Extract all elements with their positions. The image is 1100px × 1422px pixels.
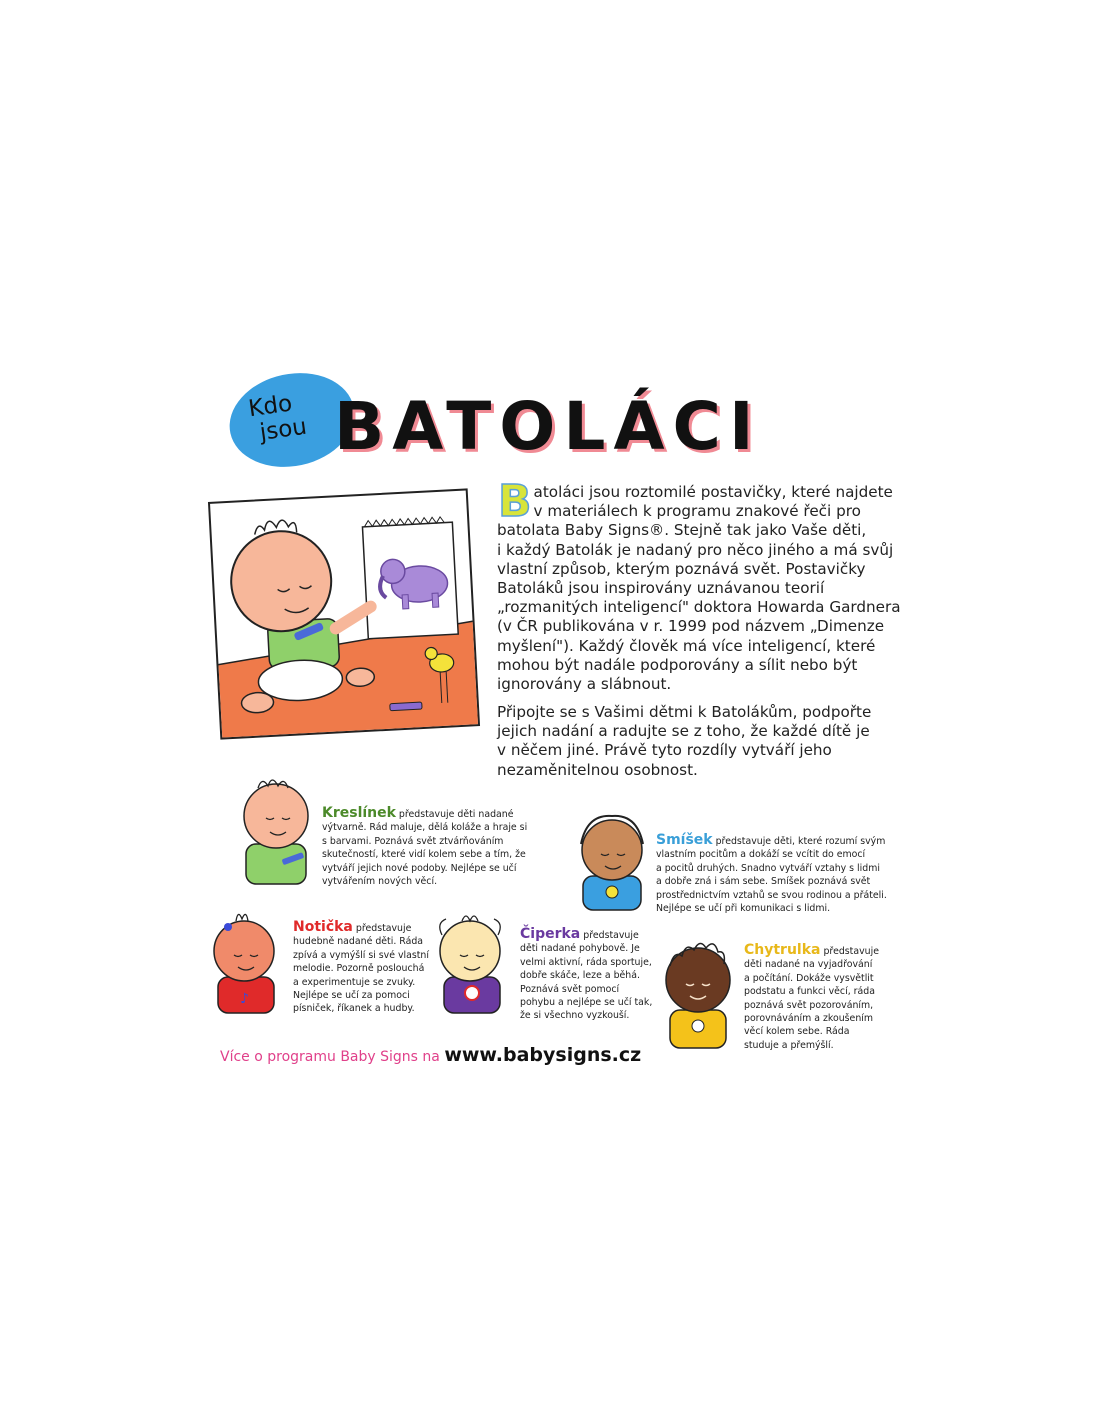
intro-line: v materiálech k programu znakové řeči pro bbox=[533, 502, 861, 521]
intro-line: myšlení"). Každý člověk má více inteligencí, které bbox=[497, 636, 876, 655]
chytrulka-line: porovnáváním a zkoušením bbox=[744, 1013, 874, 1025]
ciperka-line: děti nadané pohybově. Je bbox=[520, 943, 640, 955]
page-title: BATOLÁCI bbox=[334, 388, 762, 465]
noticka-intro: představuje bbox=[352, 923, 412, 934]
smisek-line: vlastním pocitům a dokáží se vcítit do emocí bbox=[656, 849, 866, 861]
smisek-intro: představuje děti, které rozumí svým bbox=[712, 836, 886, 847]
ciperka-first-line bbox=[520, 928, 650, 942]
kreslinek-first-line bbox=[322, 807, 522, 821]
smisek-name: Smíšek bbox=[656, 832, 713, 848]
chytrulka-first-line bbox=[744, 942, 879, 958]
kreslinek-intro: představuje děti nadané bbox=[395, 809, 514, 820]
title-prefix-line2: jsou bbox=[258, 413, 309, 446]
kreslinek-name: Kreslínek bbox=[322, 805, 396, 821]
intro-line: mohou být nadále podporovány a sílit nebo být bbox=[497, 655, 858, 674]
ciperka-illustration bbox=[422, 905, 520, 1017]
kreslinek-line: vytváří jejich nové podoby. Nejlépe se učí bbox=[322, 862, 517, 874]
chytrulka-intro: představuje bbox=[820, 946, 879, 957]
noticka-description bbox=[293, 921, 433, 1016]
ciperka-line: Poznává svět pomocí bbox=[520, 983, 620, 995]
chytrulka-line: poznává svět pozorováním, bbox=[744, 999, 874, 1011]
main-illustration bbox=[207, 488, 481, 740]
ciperka-intro: představuje bbox=[580, 930, 639, 941]
kreslinek-line: skutečností, které vidí kolem sebe a tím, že bbox=[322, 849, 526, 861]
noticka-name: Notička bbox=[293, 919, 353, 935]
noticka-first-line bbox=[293, 921, 433, 935]
footer-prefix: Více o programu Baby Signs na bbox=[220, 1049, 445, 1065]
intro-line: Připojte se s Vašimi dětmi k Batolákům, podpořte bbox=[497, 703, 872, 721]
noticka-line: Nejlépe se učí za pomoci bbox=[293, 990, 410, 1002]
smisek-illustration bbox=[567, 810, 657, 912]
noticka-line: zpívá a vymýšlí si své vlastní bbox=[293, 949, 429, 961]
ciperka-line: velmi aktivní, ráda sportuje, bbox=[520, 956, 652, 968]
intro-line: (v ČR publikována v r. 1999 pod názvem „Dimenze bbox=[497, 617, 885, 636]
intro-line: nezaměnitelnou osobnost. bbox=[497, 760, 698, 779]
intro-line: i každý Batolák je nadaný pro něco jiného a má svůj bbox=[497, 540, 894, 559]
intro-line: jejich nadání a radujte se z toho, že každé dítě je bbox=[497, 722, 870, 741]
intro-line: „rozmanitých inteligencí" doktora Howarda Gardnera bbox=[497, 598, 901, 617]
ciperka-description bbox=[520, 926, 653, 1023]
noticka-line: hudebně nadané děti. Ráda bbox=[293, 936, 424, 948]
intro-line: batolata Baby Signs®. Stejně tak jako Vaše děti, bbox=[497, 521, 867, 540]
ciperka-name: Čiperka bbox=[520, 926, 581, 942]
chytrulka-illustration bbox=[652, 930, 744, 1052]
intro-line: ignorovány a slábnout. bbox=[497, 675, 672, 694]
smisek-line: prostřednictvím vztahů se svou rodinou a přáteli. bbox=[656, 889, 887, 901]
kreslinek-line: výtvarně. Rád maluje, dělá koláže a hraje si bbox=[322, 822, 528, 834]
dropcap-letter: B bbox=[498, 476, 532, 527]
smisek-description bbox=[656, 832, 887, 915]
ciperka-line: dobře skáče, leze a běhá. bbox=[520, 970, 640, 982]
intro-line: atoláci jsou roztomilé postavičky, které najdete bbox=[533, 483, 893, 501]
intro-line: v něčem jiné. Právě tyto rozdíly vytváří jeho bbox=[497, 741, 832, 760]
noticka-line: melodie. Pozorně poslouchá bbox=[293, 963, 425, 975]
kreslinek-illustration bbox=[232, 770, 324, 890]
noticka-illustration bbox=[196, 905, 294, 1017]
kreslinek-line: s barvami. Poznává svět ztvárňováním bbox=[322, 835, 504, 847]
noticka-line: písniček, říkanek a hudby. bbox=[293, 1003, 415, 1015]
kreslinek-line: vytvářením nových věcí. bbox=[322, 876, 438, 888]
smisek-line: a pocitů druhých. Snadno vytváří vztahy s lidmi bbox=[656, 862, 880, 874]
chytrulka-line: a počítání. Dokáže vysvětlit bbox=[744, 972, 874, 984]
smisek-line: Nejlépe se učí při komunikaci s lidmi. bbox=[656, 903, 831, 915]
chytrulka-description bbox=[744, 942, 879, 1052]
noticka-line: a experimentuje se zvuky. bbox=[293, 976, 416, 988]
chytrulka-line: věcí kolem sebe. Ráda bbox=[744, 1026, 850, 1038]
intro-line: Batoláků jsou inspirovány uznávanou teorií bbox=[497, 579, 825, 598]
svg-text:♪: ♪ bbox=[240, 991, 249, 1007]
intro-line: vlastní způsob, kterým poznává svět. Postavičky bbox=[497, 559, 866, 578]
smisek-line: a dobře zná i sám sebe. Smíšek poznává svět bbox=[656, 876, 871, 888]
footer bbox=[220, 1044, 641, 1066]
kreslinek-description bbox=[322, 805, 528, 888]
intro-paragraph-1 bbox=[497, 476, 907, 694]
smisek-first-line bbox=[656, 832, 886, 848]
chytrulka-line: studuje a přemýšlí. bbox=[744, 1039, 834, 1051]
chytrulka-line: děti nadané na vyjadřování bbox=[744, 959, 873, 971]
ciperka-line: pohybu a nejlépe se učí tak, bbox=[520, 997, 653, 1009]
intro-paragraph-2 bbox=[497, 703, 907, 780]
title-prefix-line1: Kdo bbox=[246, 390, 294, 423]
chytrulka-name: Chytrulka bbox=[744, 942, 821, 958]
website-link[interactable]: www.babysigns.cz bbox=[444, 1044, 642, 1066]
ciperka-line: že si všechno vyzkouší. bbox=[520, 1010, 630, 1022]
chytrulka-line: podstatu a funkci věcí, ráda bbox=[744, 986, 875, 998]
